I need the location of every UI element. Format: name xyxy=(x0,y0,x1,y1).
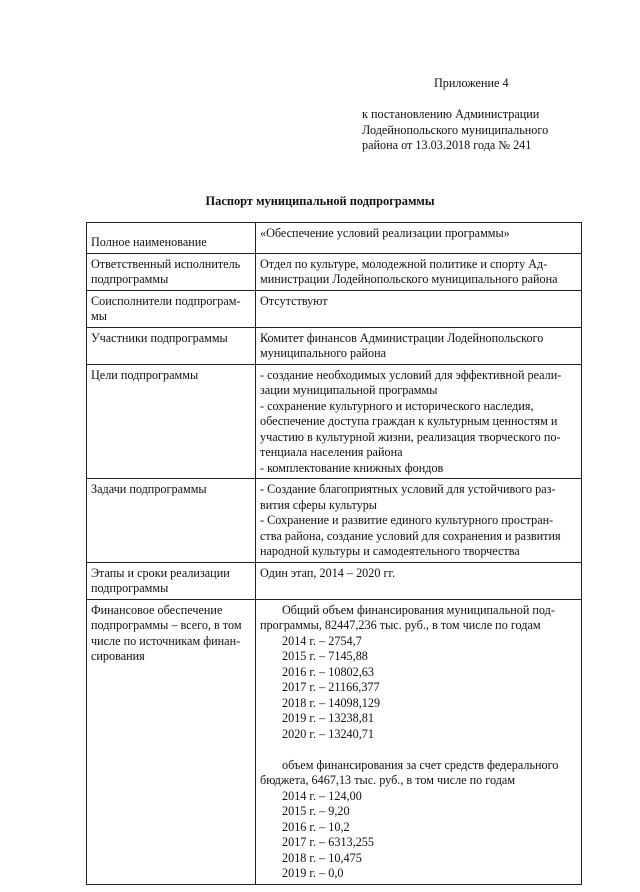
row-value: Отдел по культуре, молодежной политике и спорту Ад- министрации Лодейнопольского муниципального района xyxy=(256,253,582,290)
financing-year: 2016 г. – 10,2 xyxy=(282,819,350,834)
table-row-financing xyxy=(87,599,582,884)
row-label: Финансовое обеспечение подпрограммы – всего, в том числе по источникам финан- сирования xyxy=(87,599,256,884)
table-row-executor xyxy=(87,253,582,290)
row-label: Участники подпрограммы xyxy=(87,327,256,364)
table-row-coexecutors xyxy=(87,290,582,327)
row-label: Ответственный исполнитель подпрограммы xyxy=(87,253,256,290)
financing-year: 2019 г. – 13238,81 xyxy=(282,711,374,725)
row-value: Один этап, 2014 – 2020 гг. xyxy=(256,562,582,599)
financing-total-intro: Общий объем финансирования муниципальной под- xyxy=(282,602,555,617)
row-value: Отсутствуют xyxy=(256,290,582,327)
financing-year: 2017 г. – 6313,255 xyxy=(282,835,374,849)
financing-year: 2015 г. – 9,20 xyxy=(282,804,350,818)
appendix-line: к постановлению Администрации xyxy=(362,107,540,121)
financing-year: 2018 г. – 10,475 xyxy=(282,850,362,865)
financing-year: 2016 г. – 10802,63 xyxy=(282,664,374,679)
financing-year: 2014 г. – 2754,7 xyxy=(282,633,362,648)
financing-year: 2019 г. – 0,0 xyxy=(282,866,344,880)
spacer xyxy=(260,742,577,758)
passport-table xyxy=(86,222,582,885)
row-value: - создание необходимых условий для эффективной реали- зации муниципальной программы - сохранение культурного и исторического наследия, обеспечение доступа граждан к культурным ценностям и участию в культурной жизни, реализация творческого по- тенциала населения района - комплектование книжных фондов xyxy=(256,364,582,479)
appendix-subtitle xyxy=(362,107,612,154)
row-label: Задачи подпрограммы xyxy=(87,479,256,563)
appendix-title: Приложение 4 xyxy=(434,76,509,90)
row-label: Соисполнители подпрограм- мы xyxy=(87,290,256,327)
row-value: - Создание благоприятных условий для устойчивого раз- вития сферы культуры - Сохранение и развитие единого культурного простран- ства района, создание условий для сохранения и развития народной культуры и самодеятельного творчества xyxy=(256,479,582,563)
row-label: Полное наименование xyxy=(87,223,256,254)
financing-total-intro: программы, 82447,236 тыс. руб., в том числе по годам xyxy=(260,618,541,632)
financing-year: 2017 г. – 21166,377 xyxy=(282,680,380,694)
row-value: Комитет финансов Администрации Лодейнопольского муниципального района xyxy=(256,327,582,364)
row-label: Цели подпрограммы xyxy=(87,364,256,479)
financing-year: 2018 г. – 14098,129 xyxy=(282,695,381,710)
appendix-line: Лодейнопольского муниципального xyxy=(362,122,549,137)
table-row-tasks xyxy=(87,479,582,563)
financing-year: 2015 г. – 7145,88 xyxy=(282,649,368,663)
row-label: Этапы и сроки реализации подпрограммы xyxy=(87,562,256,599)
table-row-participants xyxy=(87,327,582,364)
row-value: «Обеспечение условий реализации программы» xyxy=(256,223,582,254)
document-title: Паспорт муниципальной подпрограммы xyxy=(205,194,435,208)
appendix-line: района от 13.03.2018 года № 241 xyxy=(362,138,532,152)
financing-federal-intro: бюджета, 6467,13 тыс. руб., в том числе по годам xyxy=(260,773,516,787)
table-row-goals xyxy=(87,364,582,479)
table-row-stages xyxy=(87,562,582,599)
table-row-full-name xyxy=(87,223,582,254)
row-value xyxy=(256,599,582,884)
financing-federal-intro: объем финансирования за счет средств федерального xyxy=(282,757,559,772)
financing-year: 2014 г. – 124,00 xyxy=(282,788,362,803)
financing-year: 2020 г. – 13240,71 xyxy=(282,726,374,741)
